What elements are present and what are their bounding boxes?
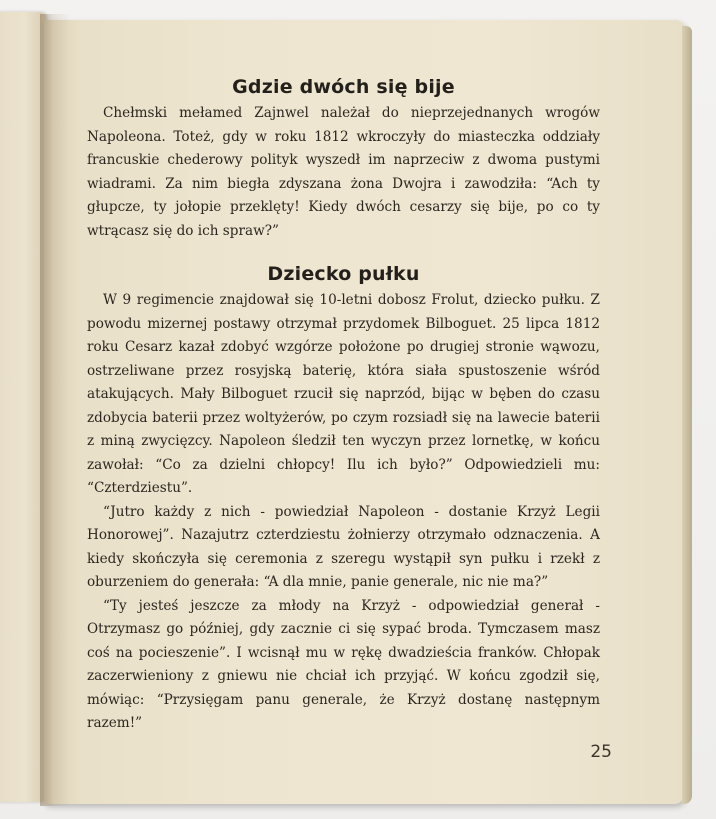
page-number: 25 bbox=[590, 742, 612, 762]
section-title-gdzie-dwoch: Gdzie dwóch się bije bbox=[232, 76, 455, 98]
page-text bbox=[87, 76, 600, 736]
paragraph: W 9 regimencie znajdował się 10-letni dobosz Frolut, dziecko pułku. Z powodu mizernej postawy otrzymał przydomek Bilboguet. 25 lipca 1812 roku Cesarz kazał zdobyć wzgórze położone po drugiej stronie wąwozu, ostrzeliwane przez rosyjską baterię, która siała spustoszenie wśród atakujących. Mały Bilboguet rzucił się naprzód, bijąc w bęben do czasu zdobycia baterii przez woltyżerów, po czym rozsiadł się na lawecie baterii z miną zwycięzcy. Napoleon śledził ten wyczyn przez lornetkę, w końcu zawołał: “Co za dzielni chłopcy! Ilu ich było?” Odpowiedzieli mu: “Czterdziestu”. bbox=[87, 292, 600, 496]
section-title-dziecko-pulku: Dziecko pułku bbox=[267, 263, 420, 285]
paragraph: “Ty jesteś jeszcze za młody na Krzyż - odpowiedział generał - Otrzymasz go później, gdy zacznie ci się sypać broda. Tymczasem masz coś na pocieszenie”. I wcisnął mu w rękę dwadzieścia franków. Chłopak zaczerwieniony z gniewu nie chciał ich przyjąć. W końcu zgodził się, mówiąc: “Przysięgam panu generale, że Krzyż dostanę następnym razem!” bbox=[87, 597, 600, 731]
page-stack-edge bbox=[682, 26, 692, 804]
paragraph: Chełmski mełamed Zajnwel należał do nieprzejednanych wrogów Napoleona. Toteż, gdy w roku 1812 wkroczyły do miasteczka oddziały francuskie chederowy polityk wyszedł im naprzeciw z dwoma pustymi wiadrami. Za nim biegła zdyszana żona Dwojra i zawodziła: “Ach ty głupcze, ty jołopie przeklęty! Kiedy dwóch cesarzy się bije, po co ty wtrącasz się do ich spraw?” bbox=[87, 105, 600, 239]
section-body-dziecko-pulku bbox=[87, 289, 600, 736]
paragraph: “Jutro każdy z nich - powiedział Napoleon - dostanie Krzyż Legii Honorowej”. Nazajutrz czterdziestu żołnierzy otrzymało odznaczenia. A kiedy skończyła się ceremonia z szeregu wystąpił syn pułku i rzekł z oburzeniem do generała: “A dla mnie, panie generale, nic nie ma?” bbox=[87, 503, 600, 590]
section-body-gdzie-dwoch bbox=[87, 102, 600, 243]
spine-shadow bbox=[40, 14, 70, 806]
